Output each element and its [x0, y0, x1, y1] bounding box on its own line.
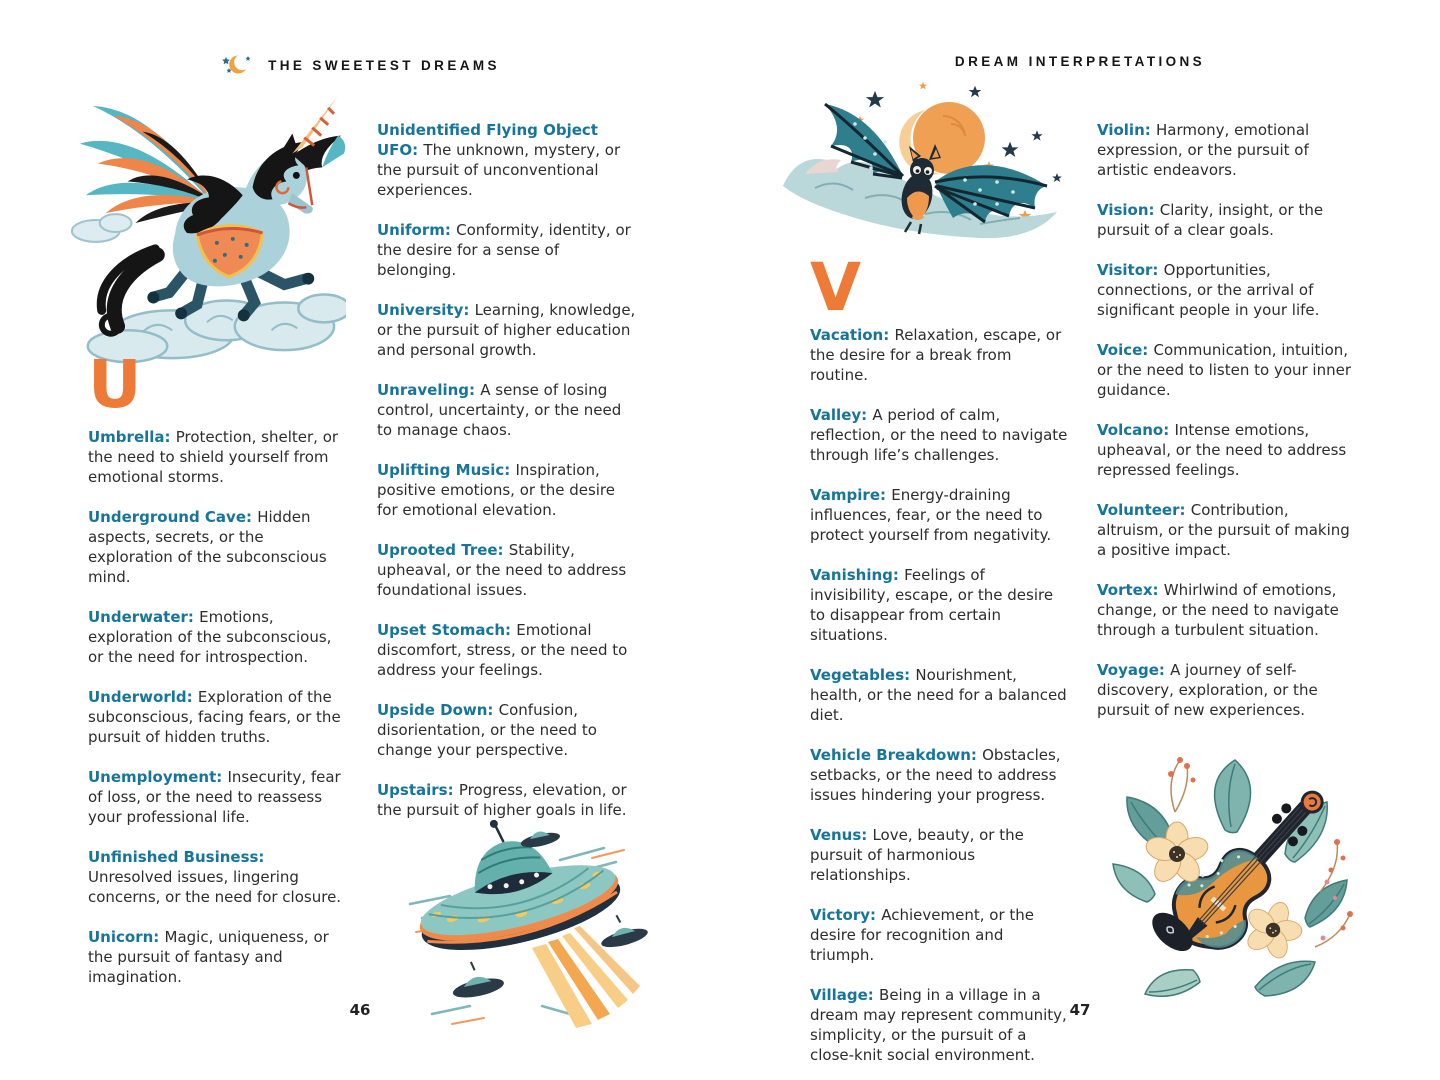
entry-definition: Insecurity, fear of loss, or the need to reassess your professional life.: [88, 768, 341, 826]
dictionary-entry: [377, 120, 639, 200]
entry-definition: Opportunities, connections, or the arrival of significant people in your life.: [1097, 261, 1320, 319]
entry-term: Violin:: [1097, 121, 1156, 139]
dictionary-entry: [88, 687, 346, 747]
entry-term: Unraveling:: [377, 381, 481, 399]
entry-definition: Feelings of invisibility, escape, or the desire to disappear from certain situations.: [810, 566, 1054, 644]
entry-definition: Learning, knowledge, or the pursuit of higher education and personal growth.: [377, 301, 636, 359]
entry-term: Vortex:: [1097, 581, 1164, 599]
entry-term: Upset Stomach:: [377, 621, 517, 639]
entry-term: Unemployment:: [88, 768, 228, 786]
entry-definition: Energy-draining influences, fear, or the need to protect yourself from negativity.: [810, 486, 1052, 544]
entry-definition: Confusion, disorientation, or the need to change your perspective.: [377, 701, 597, 759]
entry-term: Village:: [810, 986, 880, 1004]
entry-term: Voyage:: [1097, 661, 1171, 679]
entry-term: Upstairs:: [377, 781, 459, 799]
entry-term: Upside Down:: [377, 701, 499, 719]
entry-term: Unfinished Business:: [88, 848, 265, 866]
entry-term: Venus:: [810, 826, 873, 844]
moon-stars-icon: [220, 54, 254, 76]
dictionary-entry: [377, 380, 639, 440]
entry-term: Underground Cave:: [88, 508, 258, 526]
dictionary-entry: [1097, 500, 1355, 560]
dictionary-entry: [88, 927, 346, 987]
left-page-column-1: [88, 427, 346, 987]
left-page-title: THE SWEETEST DREAMS: [268, 57, 500, 73]
entry-definition: Unresolved issues, lingering concerns, or the need for closure.: [88, 868, 342, 906]
entry-term: University:: [377, 301, 475, 319]
entry-definition: Communication, intuition, or the need to listen to your inner guidance.: [1097, 341, 1352, 399]
left-page-column-2: [377, 120, 639, 820]
dictionary-entry: [810, 905, 1068, 965]
entry-definition: Whirlwind of emotions, change, or the need to navigate through a turbulent situation.: [1097, 581, 1339, 639]
entry-term: Umbrella:: [88, 428, 176, 446]
dictionary-entry: [810, 405, 1068, 465]
entry-term: Volunteer:: [1097, 501, 1191, 519]
entry-term: Vampire:: [810, 486, 892, 504]
dictionary-entry: [88, 607, 346, 667]
dictionary-entry: [88, 507, 346, 587]
entry-definition: Stability, upheaval, or the need to address foundational issues.: [377, 541, 627, 599]
dictionary-entry: [1097, 260, 1355, 320]
dictionary-entry: [1097, 660, 1355, 720]
entry-term: Vision:: [1097, 201, 1160, 219]
dictionary-entry: [377, 540, 639, 600]
entry-term: Voice:: [1097, 341, 1154, 359]
entry-definition: Emotions, exploration of the subconscious, or the need for introspection.: [88, 608, 332, 666]
dictionary-entry: [377, 220, 639, 280]
entry-definition: Obstacles, setbacks, or the need to address issues hindering your progress.: [810, 746, 1061, 804]
violin-illustration: [1105, 742, 1360, 1012]
right-page: [720, 0, 1440, 1080]
section-letter-u: U: [88, 346, 142, 423]
entry-definition: Achievement, or the desire for recognition and triumph.: [810, 906, 1034, 964]
entry-definition: Being in a village in a dream may represent community, simplicity, or the pursuit of a close-knit social environment.: [810, 986, 1067, 1064]
entry-term: Unicorn:: [88, 928, 165, 946]
entry-term: Vehicle Breakdown:: [810, 746, 983, 764]
dictionary-entry: [1097, 580, 1355, 640]
dictionary-entry: [810, 485, 1068, 545]
entry-definition: Inspiration, positive emotions, or the desire for emotional elevation.: [377, 461, 616, 519]
entry-term: Underworld:: [88, 688, 198, 706]
entry-term: Volcano:: [1097, 421, 1175, 439]
entry-definition: The unknown, mystery, or the pursuit of unconventional experiences.: [377, 141, 621, 199]
dictionary-entry: [1097, 200, 1355, 240]
dictionary-entry: [810, 985, 1068, 1065]
entry-definition: A period of calm, reflection, or the need to navigate through life’s challenges.: [810, 406, 1068, 464]
right-page-column-1: [810, 325, 1068, 1065]
page-number-left: 46: [349, 1001, 371, 1019]
entry-definition: Clarity, insight, or the pursuit of a clear goals.: [1097, 201, 1324, 239]
dictionary-entry: [377, 620, 639, 680]
dictionary-entry: [377, 300, 639, 360]
entry-definition: A sense of losing control, uncertainty, or the need to manage chaos.: [377, 381, 622, 439]
entry-definition: Exploration of the subconscious, facing fears, or the pursuit of hidden truths.: [88, 688, 341, 746]
entry-definition: Intense emotions, upheaval, or the need to address repressed feelings.: [1097, 421, 1347, 479]
entry-definition: Emotional discomfort, stress, or the need to address your feelings.: [377, 621, 628, 679]
entry-term: Victory:: [810, 906, 882, 924]
entry-term: Unidentified Flying Object UFO:: [377, 121, 598, 159]
entry-definition: Love, beauty, or the pursuit of harmonious relationships.: [810, 826, 1024, 884]
entry-definition: Conformity, identity, or the desire for a sense of belonging.: [377, 221, 631, 279]
dictionary-entry: [377, 460, 639, 520]
entry-definition: A journey of self-discovery, exploration, or the pursuit of new experiences.: [1097, 661, 1318, 719]
dictionary-entry: [1097, 120, 1355, 180]
dictionary-entry: [1097, 420, 1355, 480]
dictionary-entry: [810, 745, 1068, 805]
ufo-illustration: [392, 808, 660, 1030]
dictionary-entry: [810, 325, 1068, 385]
dictionary-entry: [810, 565, 1068, 645]
entry-term: Vanishing:: [810, 566, 905, 584]
entry-term: Visitor:: [1097, 261, 1164, 279]
entry-definition: Contribution, altruism, or the pursuit of making a positive impact.: [1097, 501, 1350, 559]
right-page-title: DREAM INTERPRETATIONS: [954, 54, 1206, 69]
entry-definition: Nourishment, health, or the need for a balanced diet.: [810, 666, 1067, 724]
dictionary-entry: [88, 427, 346, 487]
entry-definition: Relaxation, escape, or the desire for a break from routine.: [810, 326, 1062, 384]
entry-definition: Hidden aspects, secrets, or the exploration of the subconscious mind.: [88, 508, 327, 586]
entry-term: Vegetables:: [810, 666, 916, 684]
entry-term: Uplifting Music:: [377, 461, 516, 479]
entry-term: Uprooted Tree:: [377, 541, 509, 559]
entry-term: Underwater:: [88, 608, 200, 626]
section-letter-v: V: [810, 249, 862, 326]
dictionary-entry: [810, 665, 1068, 725]
entry-term: Valley:: [810, 406, 873, 424]
dictionary-entry: [1097, 340, 1355, 400]
unicorn-illustration: [58, 84, 346, 372]
dictionary-entry: [377, 700, 639, 760]
entry-definition: Harmony, emotional expression, or the pursuit of artistic endeavors.: [1097, 121, 1310, 179]
entry-definition: Protection, shelter, or the need to shield yourself from emotional storms.: [88, 428, 339, 486]
dictionary-entry: [810, 825, 1068, 885]
page-number-right: 47: [1069, 1001, 1091, 1019]
entry-definition: Magic, uniqueness, or the pursuit of fantasy and imagination.: [88, 928, 329, 986]
dictionary-entry: [88, 767, 346, 827]
entry-term: Uniform:: [377, 221, 457, 239]
entry-term: Vacation:: [810, 326, 895, 344]
flower: [1244, 900, 1303, 961]
bat-illustration: [775, 58, 1067, 270]
dictionary-entry: [88, 847, 346, 907]
right-page-column-2: [1097, 120, 1355, 720]
left-page-header: [0, 54, 720, 76]
entry-definition: Progress, elevation, or the pursuit of higher goals in life.: [377, 781, 627, 819]
